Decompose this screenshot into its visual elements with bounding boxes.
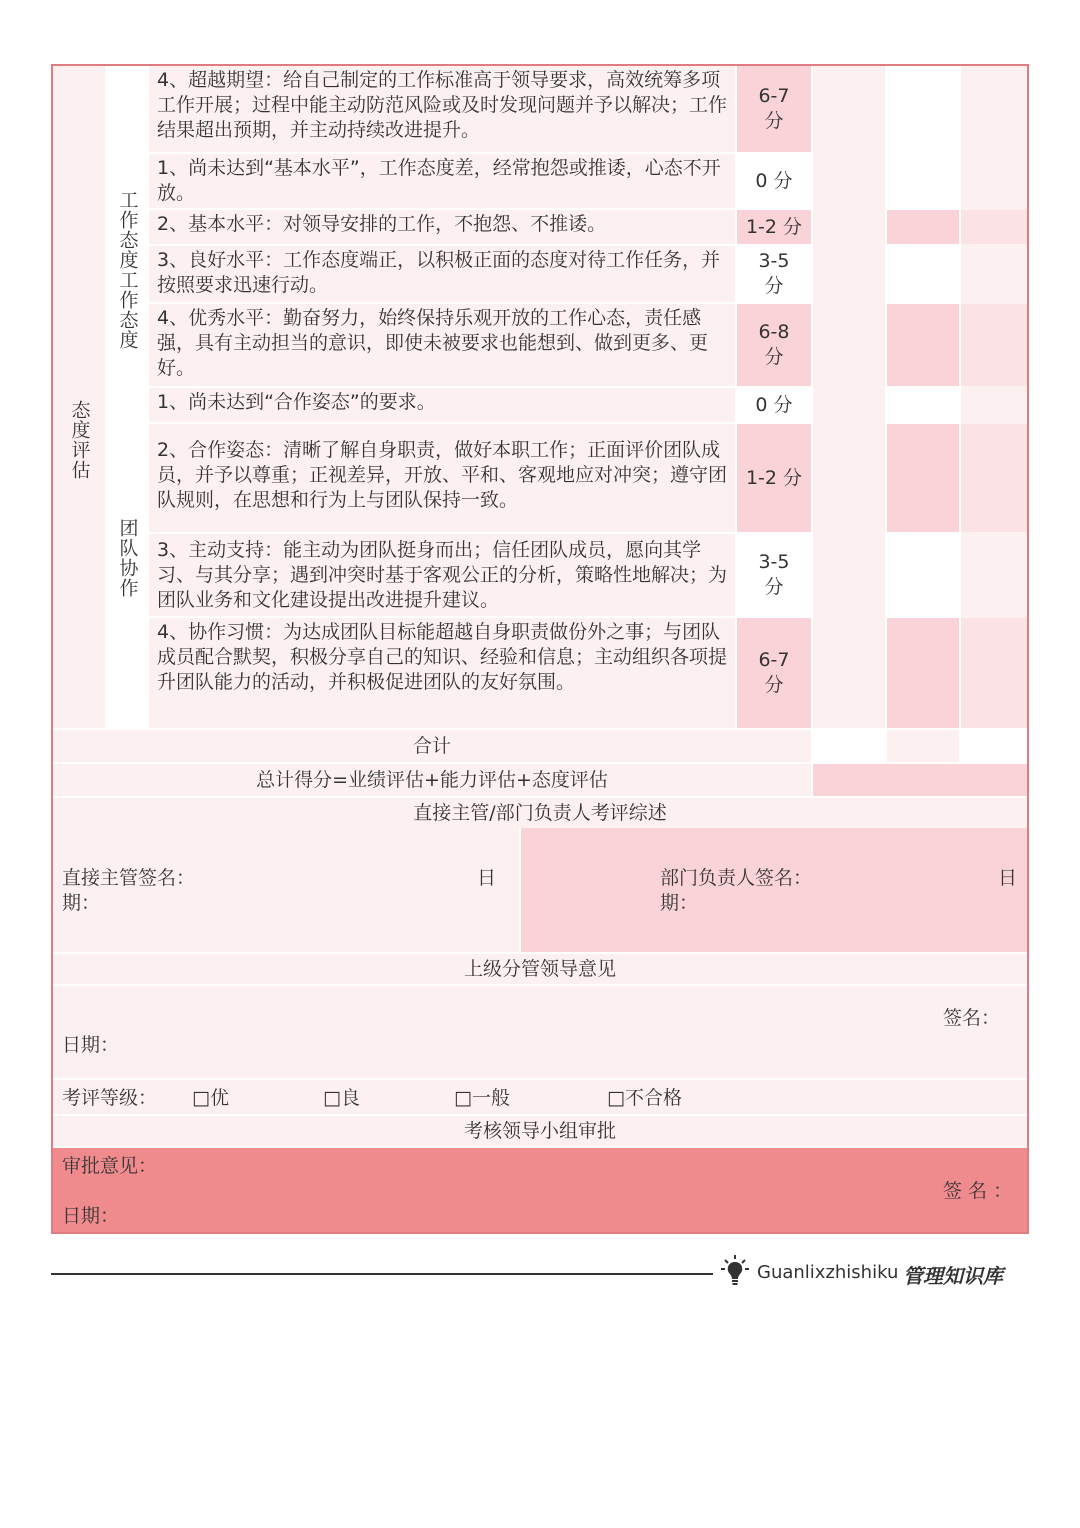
score-cell[interactable] <box>961 618 1027 728</box>
supervisor-sign-label: 直接主管签名： <box>62 867 196 889</box>
score-cell[interactable] <box>887 304 959 386</box>
score-range: 0 分 <box>737 388 811 422</box>
leader-date-label: 日期： <box>62 1034 120 1056</box>
supervisor-review-header: 直接主管/部门负责人考评综述 <box>53 798 1027 828</box>
lightbulb-icon <box>720 1254 750 1290</box>
criterion-row: 1、尚未达到“合作姿态”的要求。 <box>149 388 735 422</box>
subcategory-teamwork <box>107 388 147 728</box>
score-range: 3-5分 <box>737 534 811 616</box>
approval-label: 审批意见： <box>62 1155 158 1177</box>
leader-opinion-header: 上级分管领导意见 <box>53 954 1027 984</box>
score-range: 1-2 分 <box>737 210 811 244</box>
criterion-row: 3、良好水平：工作态度端正，以积极正面的态度对待工作任务，并按照要求迅速行动。 <box>149 246 735 302</box>
subcategory-empty <box>107 66 147 152</box>
category-attitude-eval <box>53 152 105 728</box>
total-score-cell[interactable] <box>813 764 1027 796</box>
score-cell[interactable] <box>887 210 959 244</box>
self-score-column[interactable] <box>813 66 885 728</box>
criterion-row: 1、尚未达到“基本水平”，工作态度差，经常抱怨或推诿，心态不开放。 <box>149 154 735 208</box>
date-period-label-2: 期： <box>660 892 699 914</box>
criterion-row: 4、优秀水平：勤奋努力，始终保持乐观开放的工作心态，责任感强，具有主动担当的意识，即使未被要求也能想到、做到更多、更好。 <box>149 304 735 386</box>
score-range: 6-8分 <box>737 304 811 386</box>
dept-sign-label: 部门负责人签名： <box>660 867 813 889</box>
total-label: 合计 <box>53 730 811 762</box>
criterion-row: 2、基本水平：对领导安排的工作，不抱怨、不推诿。 <box>149 210 735 244</box>
date-day-label: 日 <box>477 867 497 889</box>
total-score-label: 总计得分=业绩评估+能力评估+态度评估 <box>53 764 811 796</box>
score-cell[interactable] <box>887 618 959 728</box>
criterion-row: 4、超越期望：给自己制定的工作标准高于领导要求，高效统筹多项工作开展；过程中能主动防范风险或及时发现问题并予以解决；工作结果超出预期，并主动持续改进提升。 <box>149 66 735 152</box>
score-range: 6-7分 <box>737 618 811 728</box>
grade-label: 考评等级： <box>62 1087 158 1109</box>
score-cell[interactable] <box>887 424 959 532</box>
subcategory-work-attitude <box>107 154 147 386</box>
grade-option-fail[interactable]: □不合格 <box>607 1087 682 1109</box>
grade-option-excellent[interactable]: □优 <box>192 1087 229 1109</box>
brand-name-cn: 管理知识库 <box>903 1264 1003 1288</box>
date-day-label-2: 日 <box>998 867 1018 889</box>
total-cell[interactable] <box>961 730 1027 762</box>
criterion-row: 2、合作姿态：清晰了解自身职责，做好本职工作；正面评价团队成员，并予以尊重；正视差异，开放、平和、客观地应对冲突；遵守团队规则，在思想和行为上与团队保持一致。 <box>149 424 735 532</box>
date-period-label: 期： <box>62 892 101 914</box>
brand-name: Guanlixzhishiku <box>757 1262 899 1283</box>
criterion-row: 3、主动支持：能主动为团队挺身而出；信任团队成员，愿向其学习、与其分享；遇到冲突时基于客观公正的分析，策略性地解决；为团队业务和文化建设提出改进提升建议。 <box>149 534 735 616</box>
leader-sign-label: 签名： <box>943 1007 1001 1029</box>
grade-option-average[interactable]: □一般 <box>454 1087 510 1109</box>
score-cell[interactable] <box>961 210 1027 244</box>
leader-opinion-block[interactable] <box>53 986 1027 1078</box>
score-range: 0 分 <box>737 154 811 208</box>
evaluation-table <box>51 64 1029 1234</box>
total-cell[interactable] <box>887 730 959 762</box>
score-range: 6-7分 <box>737 66 811 152</box>
approval-sign-label: 签 名 ： <box>943 1180 1013 1202</box>
score-cell[interactable] <box>961 424 1027 532</box>
grade-option-good[interactable]: □良 <box>323 1087 360 1109</box>
subcategory-label: 工作态度工作态度 <box>116 190 139 350</box>
total-cell[interactable] <box>813 730 885 762</box>
criterion-row: 4、协作习惯：为达成团队目标能超越自身职责做份外之事；与团队成员配合默契，积极分享自己的知识、经验和信息；主动组织各项提升团队能力的活动，并积极促进团队的友好氛围。 <box>149 618 735 728</box>
committee-header: 考核领导小组审批 <box>53 1116 1027 1146</box>
score-cell[interactable] <box>961 304 1027 386</box>
subcategory-label: 团队协作 <box>116 518 139 598</box>
approval-date-label: 日期： <box>62 1205 120 1227</box>
score-range: 1-2 分 <box>737 424 811 532</box>
footer-line <box>51 1273 713 1275</box>
score-range: 3-5分 <box>737 246 811 302</box>
category-label: 态度评估 <box>68 400 91 480</box>
approval-block[interactable] <box>53 1148 1027 1232</box>
